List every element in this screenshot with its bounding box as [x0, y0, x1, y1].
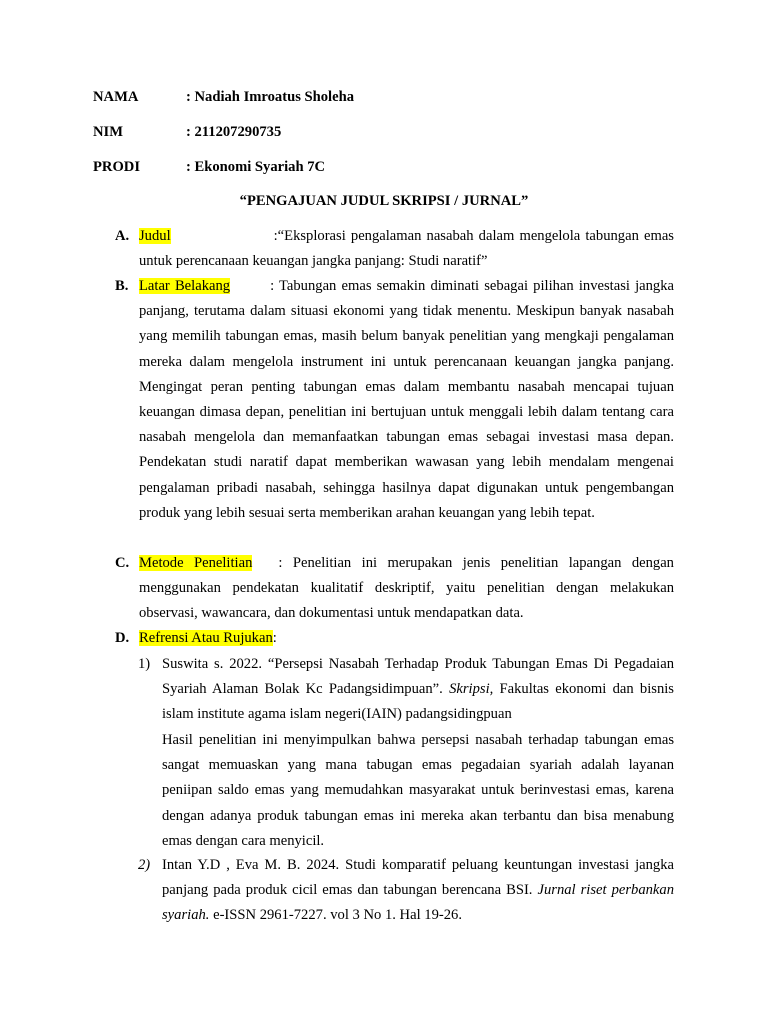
section-heading: Refrensi Atau Rujukan: [139, 630, 273, 646]
nim-value: : 211207290735: [186, 124, 282, 140]
section-text: : Penelitian ini merupakan jenis penelitian lapangan dengan menggunakan pendekatan kualitatif deskriptif, yaitu penelitian dengan melakukan observasi, wawancara, dan dokumentasi untuk mendapatkan data.: [139, 555, 674, 622]
nim-label: NIM: [93, 124, 123, 140]
nama-value: : Nadiah Imroatus Sholeha: [186, 89, 354, 105]
section-letter: C.: [115, 555, 130, 571]
reference-number: 1): [138, 656, 151, 672]
prodi-label: PRODI: [93, 159, 141, 175]
section-letter: A.: [115, 228, 130, 244]
reference-item-2: [138, 853, 674, 929]
reference-citation-rest: Fakultas ekonomi dan bisnis islam institute agama islam negeri(IAIN) padangsidingpuan: [162, 681, 674, 723]
reference-citation-rest: e-ISSN 2961-7227. vol 3 No 1. Hal 19-26.: [209, 907, 462, 924]
section-text: : Tabungan emas semakin diminati sebagai pilihan investasi jangka panjang, terutama dalam situasi ekonomi yang tidak menentu. Meskipun banyak nasabah yang memilih tabungan emas, masih belum banyak penelitian yang mengkaji pengalaman mereka dalam mengelola instrument ini untuk perencanaan keuangan jangka panjang. Mengingat peran penting tabungan emas dalam membantu nasabah mencapai tujuan keuangan dimasa depan, penelitian ini bertujuan untuk menggali lebih dalam tentang cara nasabah mengelola dan memanfaatkan tabungan emas sebagai investasi masa depan. Pendekatan studi naratif dapat memberikan wawasan yang lebih mendalam mengenai pengalaman pribadi nasabah, sehingga hasilnya dapat digunakan untuk pengembangan produk yang lebih sesuai serta memberikan arahan keuangan yang lebih tepat.: [139, 278, 674, 521]
section-heading: Latar Belakang: [139, 278, 231, 294]
reference-citation: Intan Y.D , Eva M. B. 2024. Studi komparatif peluang keuntungan investasi jangka panjang pada produk cicil emas dan tabungan berencana BSI.: [162, 857, 674, 899]
reference-number: 2): [138, 857, 151, 873]
section-heading: Judul: [139, 228, 171, 244]
section-text: :“Eksplorasi pengalaman nasabah dalam mengelola tabungan emas untuk perencanaan keuangan jangka panjang: Studi naratif”: [139, 228, 674, 270]
reference-summary-1: Hasil penelitian ini menyimpulkan bahwa persepsi nasabah terhadap tabungan emas sangat memuaskan yang mana tabugan emas pegadaian syariah adalah layanan peniipan saldo emas yang memudahkan masyarakat untuk berinvestasi emas, karena dengan adanya produk tabungan emas ini mereka akan terbantu dan bisa menabung emas dengan cara menyicil.: [162, 732, 674, 849]
reference-citation-italic: Jurnal riset perbankan syariah.: [162, 882, 674, 924]
section-latar-belakang: [115, 274, 674, 526]
prodi-value: : Ekonomi Syariah 7C: [186, 159, 326, 175]
reference-citation: Suswita s. 2022. “Persepsi Nasabah Terhadap Produk Tabungan Emas Di Pegadaian Syariah Alaman Bolak Kc Padangsidimpuan”.: [162, 656, 674, 698]
section-judul: [115, 224, 674, 274]
reference-citation-italic: Skripsi,: [449, 681, 494, 698]
nama-label: NAMA: [93, 89, 139, 105]
document-title: “PENGAJUAN JUDUL SKRIPSI / JURNAL”: [239, 193, 529, 209]
section-letter: B.: [115, 278, 129, 294]
section-metode-penelitian: [115, 551, 674, 627]
section-letter: D.: [115, 630, 130, 646]
section-colon: :: [272, 630, 277, 646]
section-referensi: [115, 626, 674, 651]
reference-item-1: [138, 652, 674, 728]
section-heading: Metode Penelitian: [139, 555, 253, 571]
